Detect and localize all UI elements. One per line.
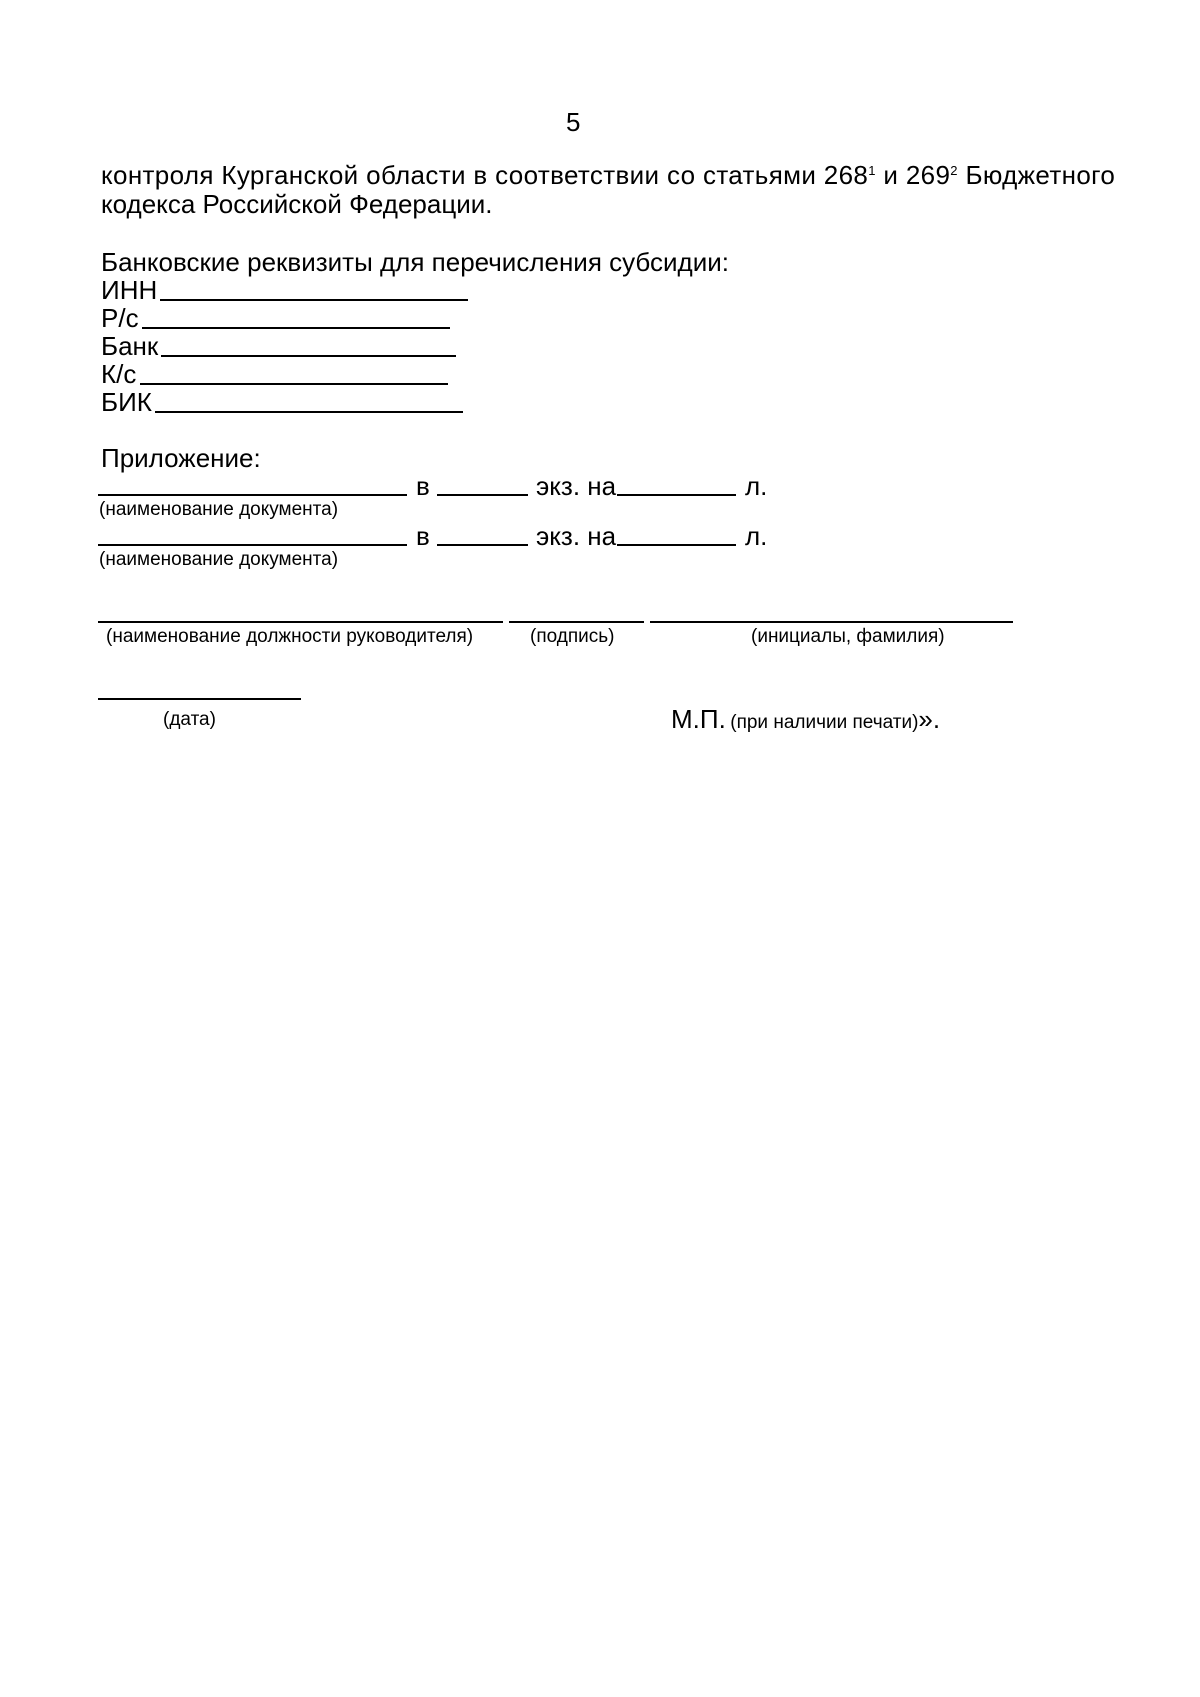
footnote-sup-1: 1	[868, 163, 876, 178]
appendix-1-in: в	[416, 471, 430, 501]
appendix-heading: Приложение:	[101, 443, 261, 473]
signature-caption: (подпись)	[530, 626, 615, 647]
intro-line-2: кодекса Российской Федерации.	[101, 189, 493, 219]
page-number: 5	[566, 107, 581, 137]
rs-label: Р/с	[101, 303, 139, 333]
appendix-1-sheets-line[interactable]	[617, 494, 736, 496]
ks-label: К/с	[101, 359, 137, 389]
stamp-note-text: (при наличии печати)	[730, 712, 919, 733]
intro-text-b: и 269	[875, 160, 951, 190]
bank-field-line[interactable]	[161, 355, 456, 357]
bank-label: Банк	[101, 331, 159, 361]
stamp-note	[671, 704, 940, 735]
ks-field-line[interactable]	[140, 383, 448, 385]
bik-label: БИК	[101, 387, 152, 417]
position-caption: (наименование должности руководителя)	[106, 626, 474, 647]
date-caption: (дата)	[163, 709, 216, 730]
rs-field-line[interactable]	[142, 327, 450, 329]
name-caption: (инициалы, фамилия)	[751, 626, 945, 647]
signature-line[interactable]	[509, 621, 644, 623]
appendix-2-in: в	[416, 521, 430, 551]
footnote-sup-2: 2	[950, 163, 958, 178]
stamp-main: М.П.	[671, 704, 726, 734]
appendix-1-copies-line[interactable]	[437, 494, 528, 496]
appendix-1-copies-label: экз. на	[536, 471, 617, 501]
bank-heading: Банковские реквизиты для перечисления субсидии:	[101, 247, 729, 277]
appendix-1-doc-line[interactable]	[98, 494, 407, 496]
appendix-1-caption: (наименование документа)	[99, 499, 339, 520]
name-line[interactable]	[650, 621, 1013, 623]
appendix-2-copies-line[interactable]	[437, 544, 528, 546]
date-line[interactable]	[98, 698, 301, 700]
intro-line-1	[101, 160, 1115, 191]
stamp-end: ».	[918, 704, 941, 734]
inn-label: ИНН	[101, 275, 158, 305]
appendix-2-copies-label: экз. на	[536, 521, 617, 551]
bik-field-line[interactable]	[155, 411, 463, 413]
appendix-2-caption: (наименование документа)	[99, 549, 339, 570]
appendix-2-sheets-line[interactable]	[617, 544, 736, 546]
inn-field-line[interactable]	[160, 299, 468, 301]
appendix-1-sheets-label: л.	[745, 471, 768, 501]
intro-text-c: Бюджетного	[957, 160, 1116, 190]
position-line[interactable]	[98, 621, 503, 623]
appendix-2-sheets-label: л.	[745, 521, 768, 551]
appendix-2-doc-line[interactable]	[98, 544, 407, 546]
intro-text-a: контроля Курганской области в соответствии со статьями 268	[101, 160, 869, 190]
